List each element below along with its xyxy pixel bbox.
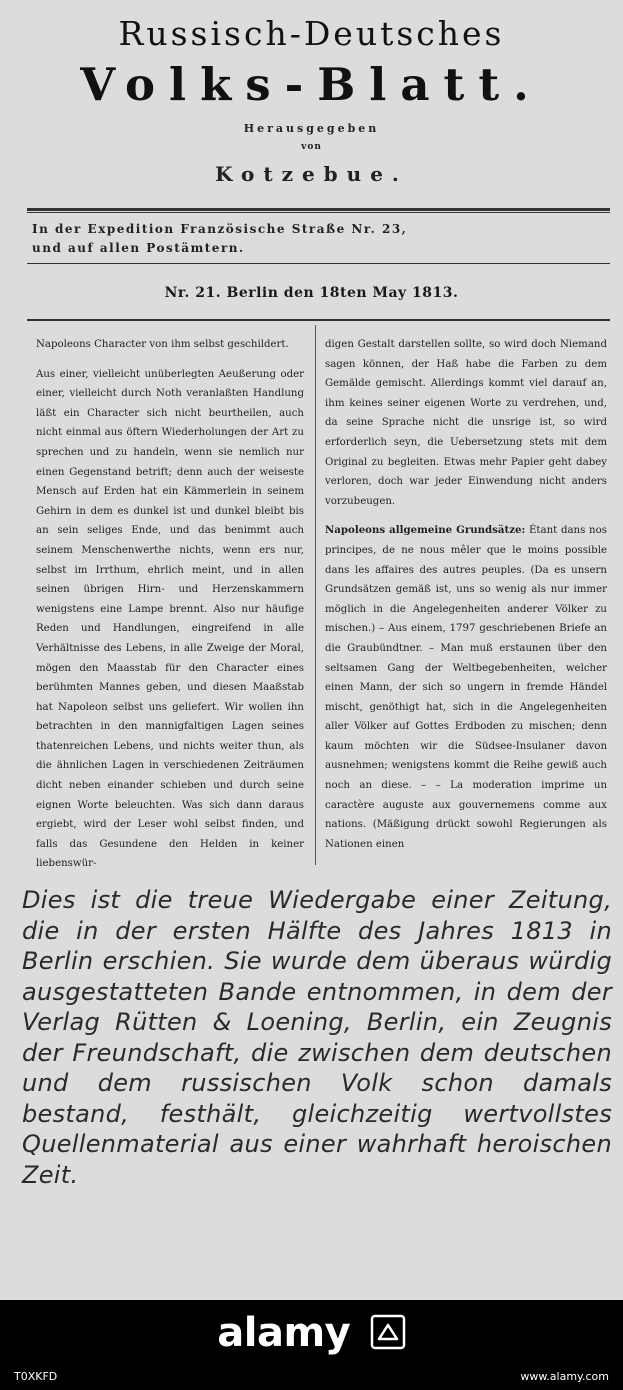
principles-text: Étant dans nos principes, de ne nous mêler que le moins possible dans les affaires des autres peuples. (Da es unsern Grundsätzen gemäß ist, uns so wenig als nur immer möglich in die Angelegenheiten anderer Völker zu mischen.) – Aus einem, 1797 geschriebenen Briefe an die Graubündtner. – Man muß erstaunen über den seltsamen Gang der Weltbegebenheiten, welcher einen Mann, der sich so ungern in fremde Händel mischt, genöthigt hat, sich in die Angelegenheiten aller Völker auf Gottes Erdboden zu mischen; denn kaum möchten wir die Südsee-Insulaner davon ausnehmen; wenigstens kommt die Reihe gewiß auch noch an diese. – – La moderation imprime un caractère auguste aux gouvernemens comme aux nations. (Mäßigung drückt sowohl Regierungen als Nationen einen (325, 525, 607, 850)
article-body-right-para1: digen Gestalt darstellen sollte, so wird doch Niemand sagen können, der Haß habe die Farben zu dem Gemälde gemischt. Allerdings kommt viel darauf an, ihm keines seiner eigenen Worte zu verdrehen, und, da seine Sprache nicht die unsrige ist, so wird erforderlich seyn, die Uebersetzung stets mit dem Original zu begleiten. Etwas mehr Papier geht dabey verloren, doch war jeder Einwendung nicht anders vorzubeugen. (325, 339, 607, 507)
divider-middle (27, 263, 610, 264)
masthead-title-line1: Russisch-Deutsches (118, 14, 505, 53)
caption-text: Dies ist die treue Wiedergabe einer Zeitung, die in der ersten Hälfte des Jahres 1813 in Berlin erschien. Sie wurde dem überaus würdig ausgestatteten Bande entnommen, in dem der Verlag Rütten & Loening, Berlin, ein Zeugnis der Freundschaft, die zwischen dem deutschen und dem russischen Volk schon damals bestand, festhält, gleichzeitig wertvollstes Quellenmaterial aus einer wahrhaft heroischen Zeit. (22, 886, 612, 1189)
column-divider (315, 325, 316, 865)
divider-top (27, 208, 610, 211)
article-column-left (36, 335, 304, 874)
watermark-logo (0, 1310, 623, 1356)
masthead-title-line2: Volks-Blatt. (80, 58, 543, 111)
principles-heading: Napoleons allgemeine Grundsätze: (325, 524, 526, 537)
issue-dateline: Nr. 21. Berlin den 18ten May 1813. (164, 285, 459, 301)
divider-top-thin (27, 212, 610, 213)
address-line1: In der Expedition Französische Straße Nr. 23, (32, 222, 408, 236)
article-column-right (325, 335, 607, 854)
address-line2: und auf allen Postämtern. (32, 241, 245, 255)
article-heading: Napoleons Character von ihm selbst geschildert. (36, 339, 289, 350)
editor-credit-line1: Herausgegeben (243, 122, 380, 135)
watermark-url: www.alamy.com (520, 1370, 609, 1383)
article-body-left: Aus einer, vielleicht unüberlegten Aeußerung oder einer, vielleicht durch Noth veranlaßten Handlung läßt ein Character sich nicht beurtheilen, auch nicht einmal aus öftern Wiederholungen der Art zu sprechen und zu handeln, wenn sie nemlich nur einen Gegenstand betrift; denn auch der weiseste Mensch auf Erden hat ein Kämmerlein in seinem Gehirn in dem es dunkel ist und dunkel bleibt bis an sein seliges Ende, und das benimmt auch seinem Menschenwerthe nichts, wenn ers nur, selbst im Irrthum, ehrlich meint, und in allen seinen übrigen Hirn- und Herzenskammern wenigstens eine Lampe brennt. Also nur häufige Reden und Handlungen, eingreifend in alle Verhältnisse des Lebens, in alle Zweige der Moral, mögen den Maasstab für den Character eines berühmten Mannes geben, und diesen Maaßstab hat Napoleon selbst uns geliefert. Wir wollen ihn betrachten in den mannigfaltigen Lagen seines thatenreichen Lebens, und nichts weiter thun, als die ähnlichen Lagen in verschiedenen Zeiträumen dicht neben einander schieben und durch seine eignen Worte beleuchten. Was sich dann daraus ergiebt, wird der Leser wohl selbst finden, und falls das Gesundene den Helden in keiner liebenswür- (36, 368, 304, 870)
image-id: T0XKFD (14, 1370, 58, 1383)
watermark-logo-text: alamy (217, 1310, 351, 1356)
editor-credit-line2: von (301, 142, 322, 152)
editor-name: Kotzebue. (215, 162, 408, 186)
divider-under-dateline (27, 319, 610, 321)
article-body-right-para2 (325, 521, 607, 854)
alamy-logo-icon (370, 1314, 406, 1350)
